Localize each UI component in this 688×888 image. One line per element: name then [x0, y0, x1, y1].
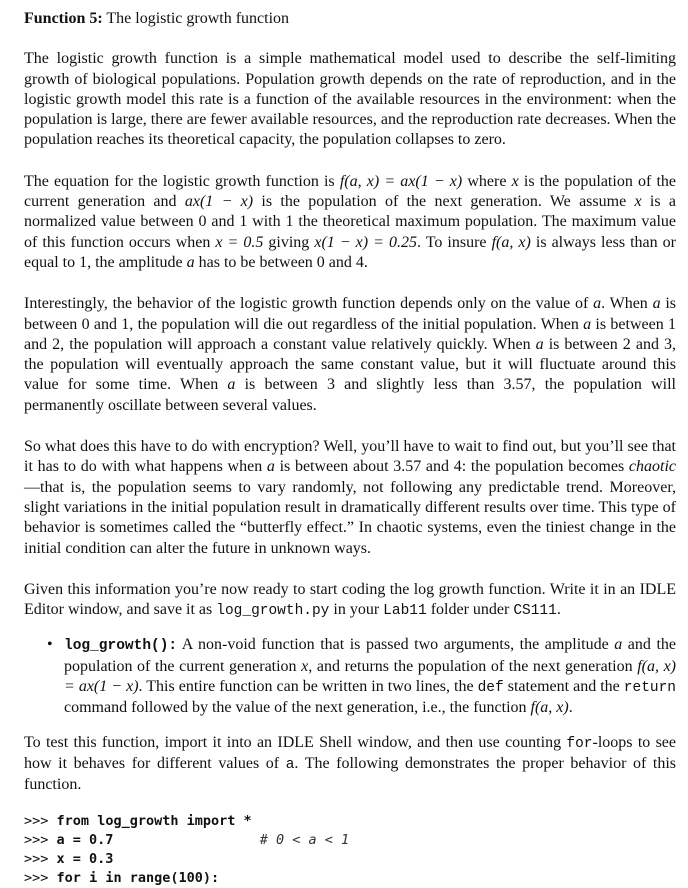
filename: log_growth.py	[216, 603, 329, 619]
code-line-4: >>> for i in range(100):	[24, 870, 219, 886]
paragraph-behavior: Interestingly, the behavior of the logistic growth function depends only on the value of a. When a is between 0 and 1, the population will die out regardless of the initial population. When a is between 1 and 2, the population will approach a constant value relatively quickly. When a is between 2 and 3, the population will eventually approach the same constant value, but it will fluctuate around this value for some time. When a is between 3 and slightly less than 3.57, the population will permanently oscillate between several values.	[24, 294, 676, 416]
function-name: log_growth():	[64, 638, 177, 654]
emphasis-chaotic: chaotic	[629, 458, 676, 475]
paragraph-testing: To test this function, import it into an IDLE Shell window, and then use counting for-loops to see how it behaves for different values of a. The following demonstrates the proper behavior of this function.	[24, 733, 676, 796]
heading-label: Function 5:	[24, 10, 103, 27]
paragraph-equation: The equation for the logistic growth function is f(a, x) = ax(1 − x) where x is the population of the current generation and ax(1 − x) is the population of the next generation. We assume x is a normalized value between 0 and 1 with 1 the theoretical maximum population. The maximum value of this function occurs when x = 0.5 giving x(1 − x) = 0.25. To insure f(a, x) is always less than or equal to 1, the amplitude a has to be between 0 and 4.	[24, 172, 676, 273]
paragraph-intro: The logistic growth function is a simple mathematical model used to describe the self-limiting growth of biological populations. Population growth depends on the rate of reproduction, and in the logistic growth model this rate is a function of the available resources in the environment: when the population is large, there are fewer available resources, and the reproduction rate decreases. When the population reaches its theoretical capacity, the population collapses to zero.	[24, 49, 676, 150]
code-line-2: >>> a = 0.7 # 0 < a < 1	[24, 832, 349, 848]
paragraph-encryption: So what does this have to do with encryption? Well, you’ll have to wait to find out, but you’ll see that it has to do with what happens when a is between about 3.57 and 4: the population becomes chaotic—that is, the population seems to vary randomly, not following any predictable trend. Moreover, slight variations in the initial population result in dramatically different results over time. This type of behavior is sometimes called the “butterfly effect.” In chaotic systems, even the tiniest change in the initial condition can alter the future in unknown ways.	[24, 437, 676, 559]
code-line-1: >>> from log_growth import *	[24, 813, 252, 829]
math-fax: f(a, x) = ax(1 − x)	[340, 173, 462, 190]
folder-name: Lab11	[383, 603, 427, 619]
bullet-text: log_growth(): A non-void function that is passed two arguments, the amplitude a and the population of the current generation x, and returns the population of the next generation f(a, x) = ax(1 − x). This entire function can be written in two lines, the def statement and the return command followed by the value of the next generation, i.e., the function f(a, x).	[64, 635, 676, 718]
heading-title: The logistic growth function	[106, 10, 289, 27]
function-heading	[24, 9, 676, 29]
paragraph-instructions: Given this information you’re now ready to start coding the log growth function. Write it in an IDLE Editor window, and save it as log_growth.py in your Lab11 folder under CS111.	[24, 580, 676, 622]
document-page	[24, 9, 676, 888]
code-example	[24, 812, 676, 888]
bullet-item-log-growth	[64, 635, 676, 718]
course-folder: CS111	[513, 603, 557, 619]
bullet-icon: •	[47, 635, 53, 655]
code-comment: # 0 < a < 1	[260, 832, 349, 848]
code-line-3: >>> x = 0.3	[24, 851, 113, 867]
